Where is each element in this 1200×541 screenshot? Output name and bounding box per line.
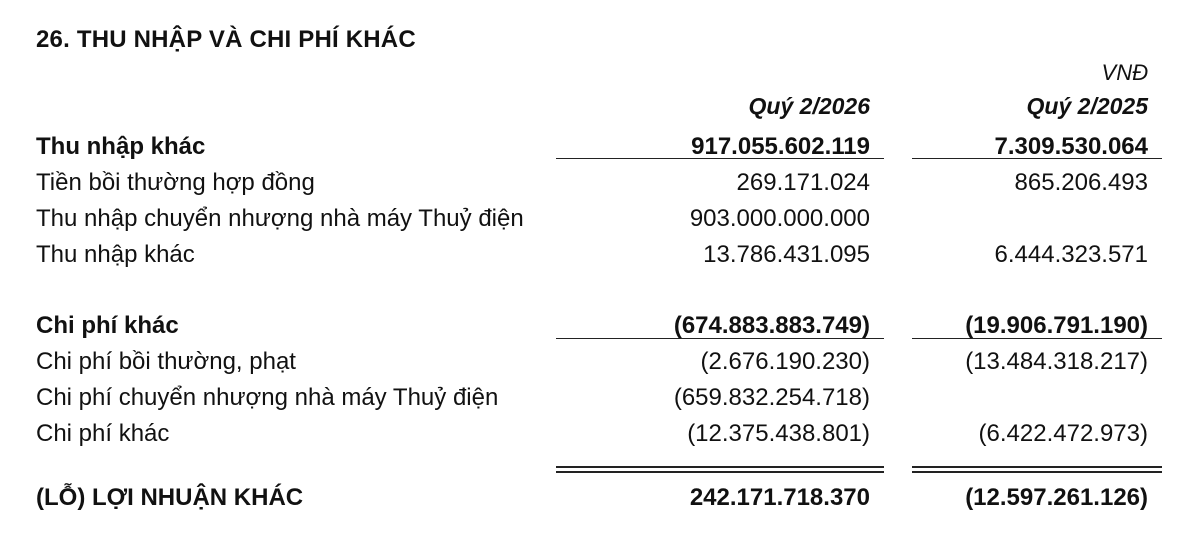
- value-q2-2026: 242.171.718.370: [689, 484, 870, 511]
- row-label: Chi phí bồi thường, phạt: [36, 348, 296, 375]
- value-q2-2025: 865.206.493: [1014, 169, 1148, 196]
- underline-rule: [556, 158, 884, 159]
- value-q2-2025: 7.309.530.064: [994, 133, 1148, 160]
- value-q2-2026: 13.786.431.095: [703, 241, 870, 268]
- value-q2-2026: 917.055.602.119: [691, 133, 870, 160]
- row-other-profit-loss: [0, 484, 1200, 520]
- value-q2-2025: (6.422.472.973): [978, 420, 1148, 447]
- value-q2-2026: (674.883.883.749): [673, 312, 870, 339]
- row-other-expenses-total: [0, 312, 1200, 348]
- currency-unit: VNĐ: [1101, 60, 1148, 85]
- value-q2-2025: (19.906.791.190): [965, 312, 1148, 339]
- value-q2-2025: (13.484.318.217): [965, 348, 1148, 375]
- row-other-income-total: [0, 133, 1200, 169]
- row-label: (LỖ) LỢI NHUẬN KHÁC: [36, 484, 304, 511]
- underline-rule: [912, 338, 1162, 339]
- row-label: Thu nhập chuyển nhượng nhà máy Thuỷ điện: [36, 205, 524, 232]
- row-label: Tiền bồi thường hợp đồng: [36, 169, 315, 196]
- row-compensation-penalty: [0, 348, 1200, 384]
- value-q2-2026: (659.832.254.718): [673, 384, 870, 411]
- section-title: 26. THU NHẬP VÀ CHI PHÍ KHÁC: [36, 26, 416, 53]
- row-contract-compensation: [0, 169, 1200, 205]
- row-hydropower-transfer-cost: [0, 384, 1200, 420]
- row-label: Chi phí khác: [36, 312, 179, 339]
- double-rule: [556, 466, 884, 473]
- row-label: Thu nhập khác: [36, 241, 195, 268]
- value-q2-2026: (12.375.438.801): [687, 420, 870, 447]
- value-q2-2026: (2.676.190.230): [700, 348, 870, 375]
- value-q2-2026: 269.171.024: [736, 169, 870, 196]
- underline-rule: [556, 338, 884, 339]
- row-label: Chi phí khác: [36, 420, 170, 447]
- row-other-expenses: [0, 420, 1200, 456]
- column-header-q2-2025: Quý 2/2025: [1026, 93, 1148, 119]
- row-label: Thu nhập khác: [36, 133, 206, 160]
- underline-rule: [912, 158, 1162, 159]
- double-rule: [912, 466, 1162, 473]
- value-q2-2025: 6.444.323.571: [994, 241, 1148, 268]
- column-header-q2-2026: Quý 2/2026: [748, 93, 870, 119]
- row-hydropower-transfer-income: [0, 205, 1200, 241]
- value-q2-2025: (12.597.261.126): [965, 484, 1148, 511]
- row-label: Chi phí chuyển nhượng nhà máy Thuỷ điện: [36, 384, 499, 411]
- row-other-income: [0, 241, 1200, 277]
- value-q2-2026: 903.000.000.000: [689, 205, 870, 232]
